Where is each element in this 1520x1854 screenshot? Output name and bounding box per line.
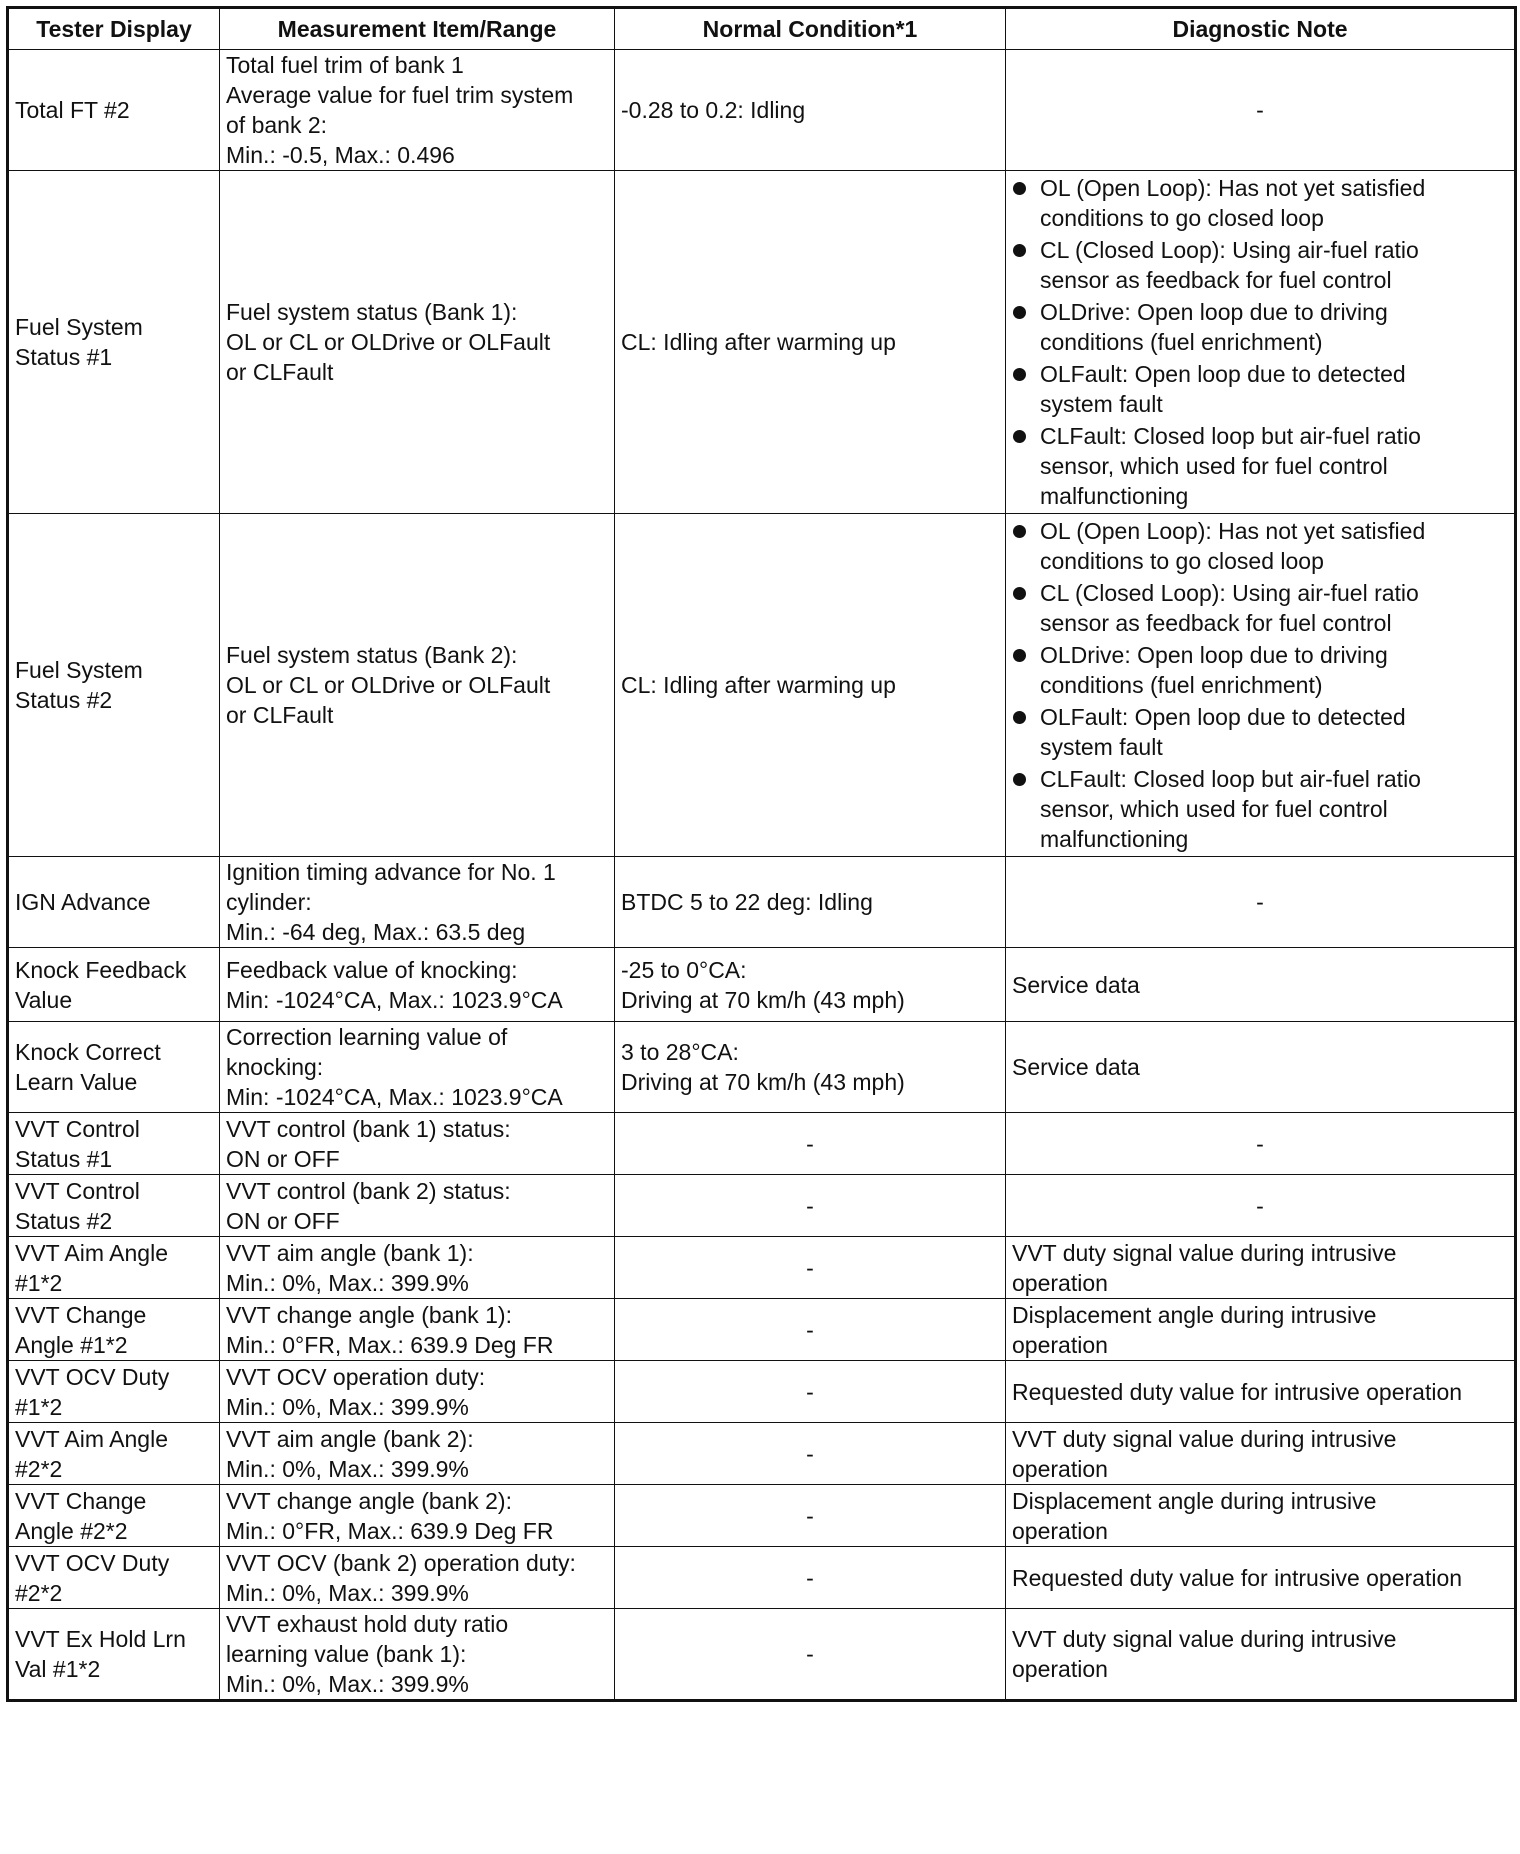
cell-line: ON or OFF [226, 1145, 340, 1172]
cell-measurement-item [220, 948, 615, 1022]
cell-line: Displacement angle during intrusive [1012, 1487, 1377, 1514]
table-row [8, 1609, 1516, 1701]
bullet-line: OL (Open Loop): Has not yet satisfied [1040, 175, 1426, 201]
cell-line: Service data [1012, 1054, 1140, 1080]
cell-tester-display [8, 1609, 220, 1701]
cell-line: 3 to 28°CA: [621, 1039, 739, 1065]
cell-line: Min.: 0%, Max.: 399.9% [226, 1269, 469, 1296]
cell-measurement-item [220, 857, 615, 948]
cell-line: Min: -1024°CA, Max.: 1023.9°CA [226, 986, 563, 1013]
cell-tester-display [8, 1485, 220, 1547]
bullet-item [1040, 764, 1508, 854]
bullet-item [1040, 173, 1508, 233]
cell-tester-display [8, 171, 220, 514]
cell-diagnostic-note [1006, 514, 1516, 857]
cell-line: Status #1 [15, 1145, 113, 1172]
cell-line: of bank 2: [226, 112, 328, 138]
table-body [8, 50, 1516, 1701]
cell-line: VVT Change [15, 1301, 147, 1328]
bullet-item [1040, 578, 1508, 638]
bullet-line: sensor as feedback for fuel control [1040, 267, 1392, 293]
cell-normal-condition: - [615, 1175, 1006, 1237]
bullet-item [1040, 516, 1508, 576]
cell-diagnostic-note: - [1006, 50, 1516, 171]
cell-line: Min.: 0%, Max.: 399.9% [226, 1455, 469, 1482]
cell-measurement-item [220, 1175, 615, 1237]
cell-line: #1*2 [15, 1393, 63, 1420]
cell-measurement-item [220, 1299, 615, 1361]
cell-line: VVT Control [15, 1177, 140, 1204]
cell-line: Requested duty value for intrusive operation [1012, 1378, 1463, 1405]
cell-normal-condition: - [615, 1299, 1006, 1361]
table-row [8, 1299, 1516, 1361]
cell-line: Value [15, 986, 73, 1013]
cell-measurement-item [220, 514, 615, 857]
cell-line: knocking: [226, 1054, 324, 1080]
cell-line: VVT change angle (bank 1): [226, 1301, 512, 1328]
cell-line: Fuel System [15, 314, 143, 340]
bullet-line: CL (Closed Loop): Using air-fuel ratio [1040, 580, 1419, 606]
header-tester-display: Tester Display [8, 8, 220, 50]
cell-measurement-item [220, 1113, 615, 1175]
cell-normal-condition: - [615, 1423, 1006, 1485]
cell-line: operation [1012, 1331, 1108, 1358]
cell-measurement-item [220, 171, 615, 514]
cell-line: VVT change angle (bank 2): [226, 1487, 512, 1514]
bullet-line: sensor as feedback for fuel control [1040, 610, 1392, 636]
cell-line: Min.: 0°FR, Max.: 639.9 Deg FR [226, 1517, 554, 1544]
cell-line: Average value for fuel trim system [226, 82, 574, 108]
cell-measurement-item [220, 1237, 615, 1299]
cell-measurement-item [220, 1485, 615, 1547]
cell-diagnostic-note [1006, 1423, 1516, 1485]
cell-line: VVT control (bank 2) status: [226, 1177, 511, 1204]
cell-line: VVT OCV Duty [15, 1549, 170, 1576]
cell-line: VVT Change [15, 1487, 147, 1514]
cell-tester-display [8, 1237, 220, 1299]
cell-line: Min.: 0%, Max.: 399.9% [226, 1579, 469, 1606]
tester-display-table [6, 6, 1517, 1702]
cell-line: VVT OCV Duty [15, 1363, 170, 1390]
cell-line: or CLFault [226, 702, 334, 728]
cell-line: operation [1012, 1455, 1108, 1482]
cell-tester-display [8, 1547, 220, 1609]
bullet-item [1040, 297, 1508, 357]
bullet-line: system fault [1040, 734, 1163, 760]
bullet-item [1040, 702, 1508, 762]
cell-line: -25 to 0°CA: [621, 956, 747, 983]
bullet-line: OLDrive: Open loop due to driving [1040, 642, 1388, 668]
cell-line: VVT OCV (bank 2) operation duty: [226, 1549, 576, 1576]
cell-tester-display [8, 514, 220, 857]
cell-line: Driving at 70 km/h (43 mph) [621, 986, 905, 1013]
bullet-line: system fault [1040, 391, 1163, 417]
cell-diagnostic-note: - [1006, 1175, 1516, 1237]
bullet-line: OLDrive: Open loop due to driving [1040, 299, 1388, 325]
cell-normal-condition: - [615, 1113, 1006, 1175]
bullet-line: CLFault: Closed loop but air-fuel ratio [1040, 766, 1421, 792]
cell-line: -0.28 to 0.2: Idling [621, 97, 806, 123]
header-diagnostic-note: Diagnostic Note [1006, 8, 1516, 50]
header-row [8, 8, 1516, 50]
table-row [8, 171, 1516, 514]
bullet-item [1040, 640, 1508, 700]
cell-line: VVT Control [15, 1115, 140, 1142]
cell-line: VVT aim angle (bank 1): [226, 1239, 474, 1266]
cell-line: Fuel system status (Bank 1): [226, 299, 518, 325]
cell-line: Driving at 70 km/h (43 mph) [621, 1069, 905, 1095]
cell-line: VVT control (bank 1) status: [226, 1115, 511, 1142]
cell-line: VVT Ex Hold Lrn [15, 1626, 186, 1652]
header-measurement-item: Measurement Item/Range [220, 8, 615, 50]
cell-measurement-item [220, 1423, 615, 1485]
cell-line: OL or CL or OLDrive or OLFault [226, 672, 551, 698]
bullet-line: OLFault: Open loop due to detected [1040, 704, 1406, 730]
table-row [8, 1113, 1516, 1175]
cell-line: Total FT #2 [15, 97, 130, 123]
table-row [8, 514, 1516, 857]
bullet-line: OLFault: Open loop due to detected [1040, 361, 1406, 387]
cell-line: Knock Correct [15, 1039, 161, 1065]
cell-line: learning value (bank 1): [226, 1641, 467, 1667]
cell-line: Status #2 [15, 1207, 113, 1234]
cell-line: Status #1 [15, 344, 113, 370]
bullet-line: malfunctioning [1040, 483, 1189, 509]
cell-line: operation [1012, 1517, 1108, 1544]
cell-line: VVT exhaust hold duty ratio [226, 1611, 509, 1637]
bullet-line: malfunctioning [1040, 826, 1189, 852]
cell-normal-condition: - [615, 1361, 1006, 1423]
cell-line: VVT duty signal value during intrusive [1012, 1425, 1397, 1452]
cell-tester-display [8, 50, 220, 171]
cell-diagnostic-note [1006, 1299, 1516, 1361]
cell-line: Min.: 0%, Max.: 399.9% [226, 1393, 469, 1420]
cell-line: Correction learning value of [226, 1024, 508, 1050]
bullet-item [1040, 235, 1508, 295]
cell-line: Ignition timing advance for No. 1 [226, 859, 556, 885]
cell-tester-display [8, 857, 220, 948]
cell-line: Feedback value of knocking: [226, 956, 518, 983]
cell-line: or CLFault [226, 359, 334, 385]
table-row [8, 1237, 1516, 1299]
cell-normal-condition: - [615, 1485, 1006, 1547]
cell-diagnostic-note [1006, 1361, 1516, 1423]
cell-line: VVT duty signal value during intrusive [1012, 1239, 1397, 1266]
bullet-line: conditions to go closed loop [1040, 548, 1324, 574]
cell-measurement-item [220, 1547, 615, 1609]
cell-diagnostic-note [1006, 948, 1516, 1022]
table-row [8, 50, 1516, 171]
cell-normal-condition [615, 948, 1006, 1022]
cell-line: ON or OFF [226, 1207, 340, 1234]
cell-measurement-item [220, 1609, 615, 1701]
table-row [8, 1361, 1516, 1423]
cell-line: Learn Value [15, 1069, 138, 1095]
cell-tester-display [8, 1361, 220, 1423]
cell-normal-condition [615, 171, 1006, 514]
cell-line: VVT OCV operation duty: [226, 1363, 486, 1390]
bullet-line: sensor, which used for fuel control [1040, 796, 1388, 822]
bullet-line: conditions (fuel enrichment) [1040, 329, 1323, 355]
cell-line: Fuel System [15, 657, 143, 683]
table-row [8, 1547, 1516, 1609]
cell-diagnostic-note [1006, 1547, 1516, 1609]
cell-line: Knock Feedback [15, 956, 187, 983]
cell-tester-display [8, 1022, 220, 1113]
cell-tester-display [8, 1113, 220, 1175]
cell-line: VVT duty signal value during intrusive [1012, 1626, 1397, 1652]
cell-tester-display [8, 948, 220, 1022]
cell-line: OL or CL or OLDrive or OLFault [226, 329, 551, 355]
cell-line: Fuel system status (Bank 2): [226, 642, 518, 668]
bullet-line: sensor, which used for fuel control [1040, 453, 1388, 479]
cell-line: CL: Idling after warming up [621, 672, 896, 698]
header-normal-condition: Normal Condition*1 [615, 8, 1006, 50]
cell-line: IGN Advance [15, 889, 151, 915]
table-row [8, 948, 1516, 1022]
cell-normal-condition [615, 514, 1006, 857]
cell-line: Displacement angle during intrusive [1012, 1301, 1377, 1328]
cell-diagnostic-note [1006, 171, 1516, 514]
diagnostic-note-list [1012, 516, 1508, 854]
cell-diagnostic-note: - [1006, 857, 1516, 948]
cell-line: #1*2 [15, 1269, 63, 1296]
table-row [8, 857, 1516, 948]
bullet-line: conditions to go closed loop [1040, 205, 1324, 231]
cell-diagnostic-note: - [1006, 1113, 1516, 1175]
bullet-item [1040, 421, 1508, 511]
cell-line: operation [1012, 1656, 1108, 1682]
bullet-line: OL (Open Loop): Has not yet satisfied [1040, 518, 1426, 544]
cell-diagnostic-note [1006, 1022, 1516, 1113]
cell-diagnostic-note [1006, 1485, 1516, 1547]
cell-line: CL: Idling after warming up [621, 329, 896, 355]
cell-measurement-item [220, 50, 615, 171]
cell-normal-condition [615, 50, 1006, 171]
cell-line: Requested duty value for intrusive operation [1012, 1564, 1463, 1591]
diagnostic-note-list [1012, 173, 1508, 511]
table-row [8, 1423, 1516, 1485]
bullet-item [1040, 359, 1508, 419]
cell-line: VVT Aim Angle [15, 1425, 168, 1452]
cell-line: operation [1012, 1269, 1108, 1296]
cell-line: cylinder: [226, 889, 312, 915]
cell-normal-condition: - [615, 1237, 1006, 1299]
table-row [8, 1022, 1516, 1113]
cell-line: Status #2 [15, 687, 113, 713]
cell-line: Min: -1024°CA, Max.: 1023.9°CA [226, 1084, 563, 1110]
cell-line: VVT Aim Angle [15, 1239, 168, 1266]
cell-line: Service data [1012, 971, 1140, 998]
cell-line: #2*2 [15, 1579, 63, 1606]
cell-line: VVT aim angle (bank 2): [226, 1425, 474, 1452]
cell-line: Min.: -0.5, Max.: 0.496 [226, 142, 455, 168]
bullet-line: CL (Closed Loop): Using air-fuel ratio [1040, 237, 1419, 263]
bullet-line: CLFault: Closed loop but air-fuel ratio [1040, 423, 1421, 449]
cell-line: Min.: 0°FR, Max.: 639.9 Deg FR [226, 1331, 554, 1358]
cell-diagnostic-note [1006, 1237, 1516, 1299]
cell-line: Angle #1*2 [15, 1331, 128, 1358]
cell-normal-condition: - [615, 1609, 1006, 1701]
cell-line: Angle #2*2 [15, 1517, 128, 1544]
cell-tester-display [8, 1175, 220, 1237]
cell-normal-condition [615, 1022, 1006, 1113]
cell-line: Val #1*2 [15, 1656, 101, 1682]
bullet-line: conditions (fuel enrichment) [1040, 672, 1323, 698]
cell-line: Min.: 0%, Max.: 399.9% [226, 1671, 469, 1697]
cell-line: Total fuel trim of bank 1 [226, 52, 464, 78]
table-row [8, 1485, 1516, 1547]
cell-measurement-item [220, 1022, 615, 1113]
cell-line: #2*2 [15, 1455, 63, 1482]
cell-measurement-item [220, 1361, 615, 1423]
cell-tester-display [8, 1423, 220, 1485]
data-list-sheet [6, 6, 1517, 1702]
cell-diagnostic-note [1006, 1609, 1516, 1701]
cell-normal-condition [615, 857, 1006, 948]
cell-line: BTDC 5 to 22 deg: Idling [621, 889, 873, 915]
cell-tester-display [8, 1299, 220, 1361]
table-row [8, 1175, 1516, 1237]
cell-line: Min.: -64 deg, Max.: 63.5 deg [226, 919, 526, 945]
cell-normal-condition: - [615, 1547, 1006, 1609]
